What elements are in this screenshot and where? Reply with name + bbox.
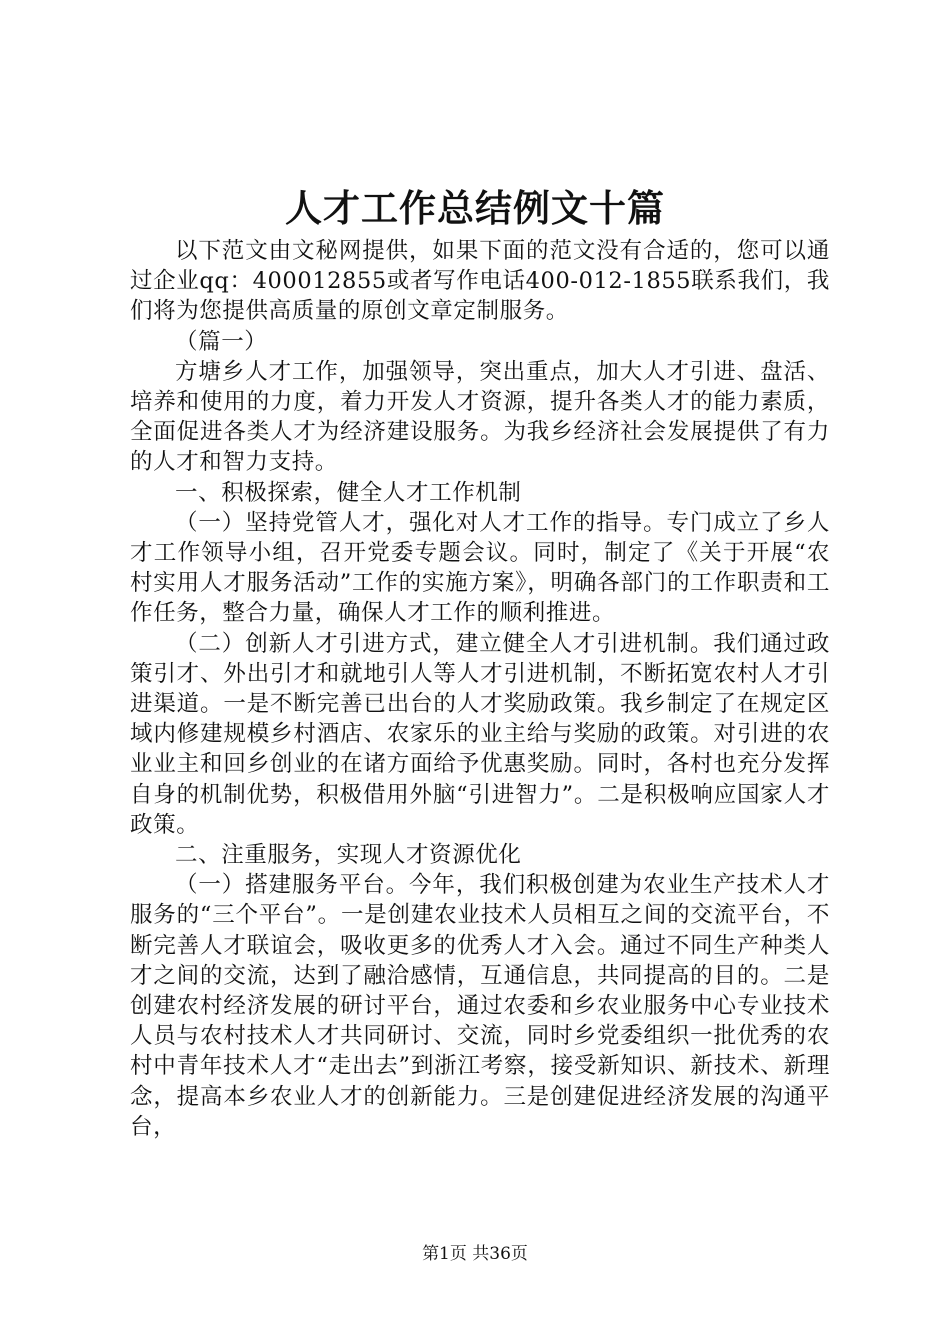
body-paragraph: （一）搭建服务平台。今年，我们积极创建为农业生产技术人才服务的“三个平台”。一是创建农业技术人员相互之间的交流平台，不断完善人才联谊会，吸收更多的优秀人才入会。通过不同生产种类人才之间的交流，达到了融洽感情，互通信息，共同提高的目的。二是创建农村经济发展的研讨平台，通过农委和乡农业服务中心专业技术人员与农村技术人才共同研讨、交流，同时乡党委组织一批优秀的农村中青年技术人才“走出去”到浙江考察，接受新知识、新技术、新理念，提高本乡农业人才的创新能力。三是创建促进经济发展的沟通平台， (130, 872, 830, 1140)
section-heading: 一、积极探索，健全人才工作机制 (175, 479, 522, 506)
section-heading: 二、注重服务，实现人才资源优化 (175, 842, 522, 869)
section-label: （篇一） (175, 328, 268, 355)
body-paragraph: （一）坚持党管人才，强化对人才工作的指导。专门成立了乡人才工作领导小组，召开党委专题会议。同时，制定了《关于开展“农村实用人才服务活动”工作的实施方案》，明确各部门的工作职责和工作任务，整合力量，确保人才工作的顺利推进。 (130, 509, 830, 627)
page-number-footer: 第1页 共36页 (422, 1244, 528, 1264)
intro-paragraph: 以下范文由文秘网提供，如果下面的范文没有合适的，您可以通过企业qq：400012855或者写作电话400-012-1855联系我们，我们将为您提供高质量的原创文章定制服务。 (130, 238, 830, 325)
document-title: 人才工作总结例文十篇 (285, 186, 665, 230)
body-paragraph: 方塘乡人才工作，加强领导，突出重点，加大人才引进、盘活、培养和使用的力度，着力开发人才资源，提升各类人才的能力素质，全面促进各类人才为经济建设服务。为我乡经济社会发展提供了有力的人才和智力支持。 (130, 358, 830, 476)
document-body (130, 236, 830, 1142)
body-paragraph: （二）创新人才引进方式，建立健全人才引进机制。我们通过政策引才、外出引才和就地引人等人才引进机制，不断拓宽农村人才引进渠道。一是不断完善已出台的人才奖励政策。我乡制定了在规定区域内修建规模乡村酒店、农家乐的业主给与奖励的政策。对引进的农业业主和回乡创业的在诸方面给予优惠奖励。同时，各村也充分发挥自身的机制优势，积极借用外脑“引进智力”。二是积极响应国家人才政策。 (130, 630, 830, 838)
